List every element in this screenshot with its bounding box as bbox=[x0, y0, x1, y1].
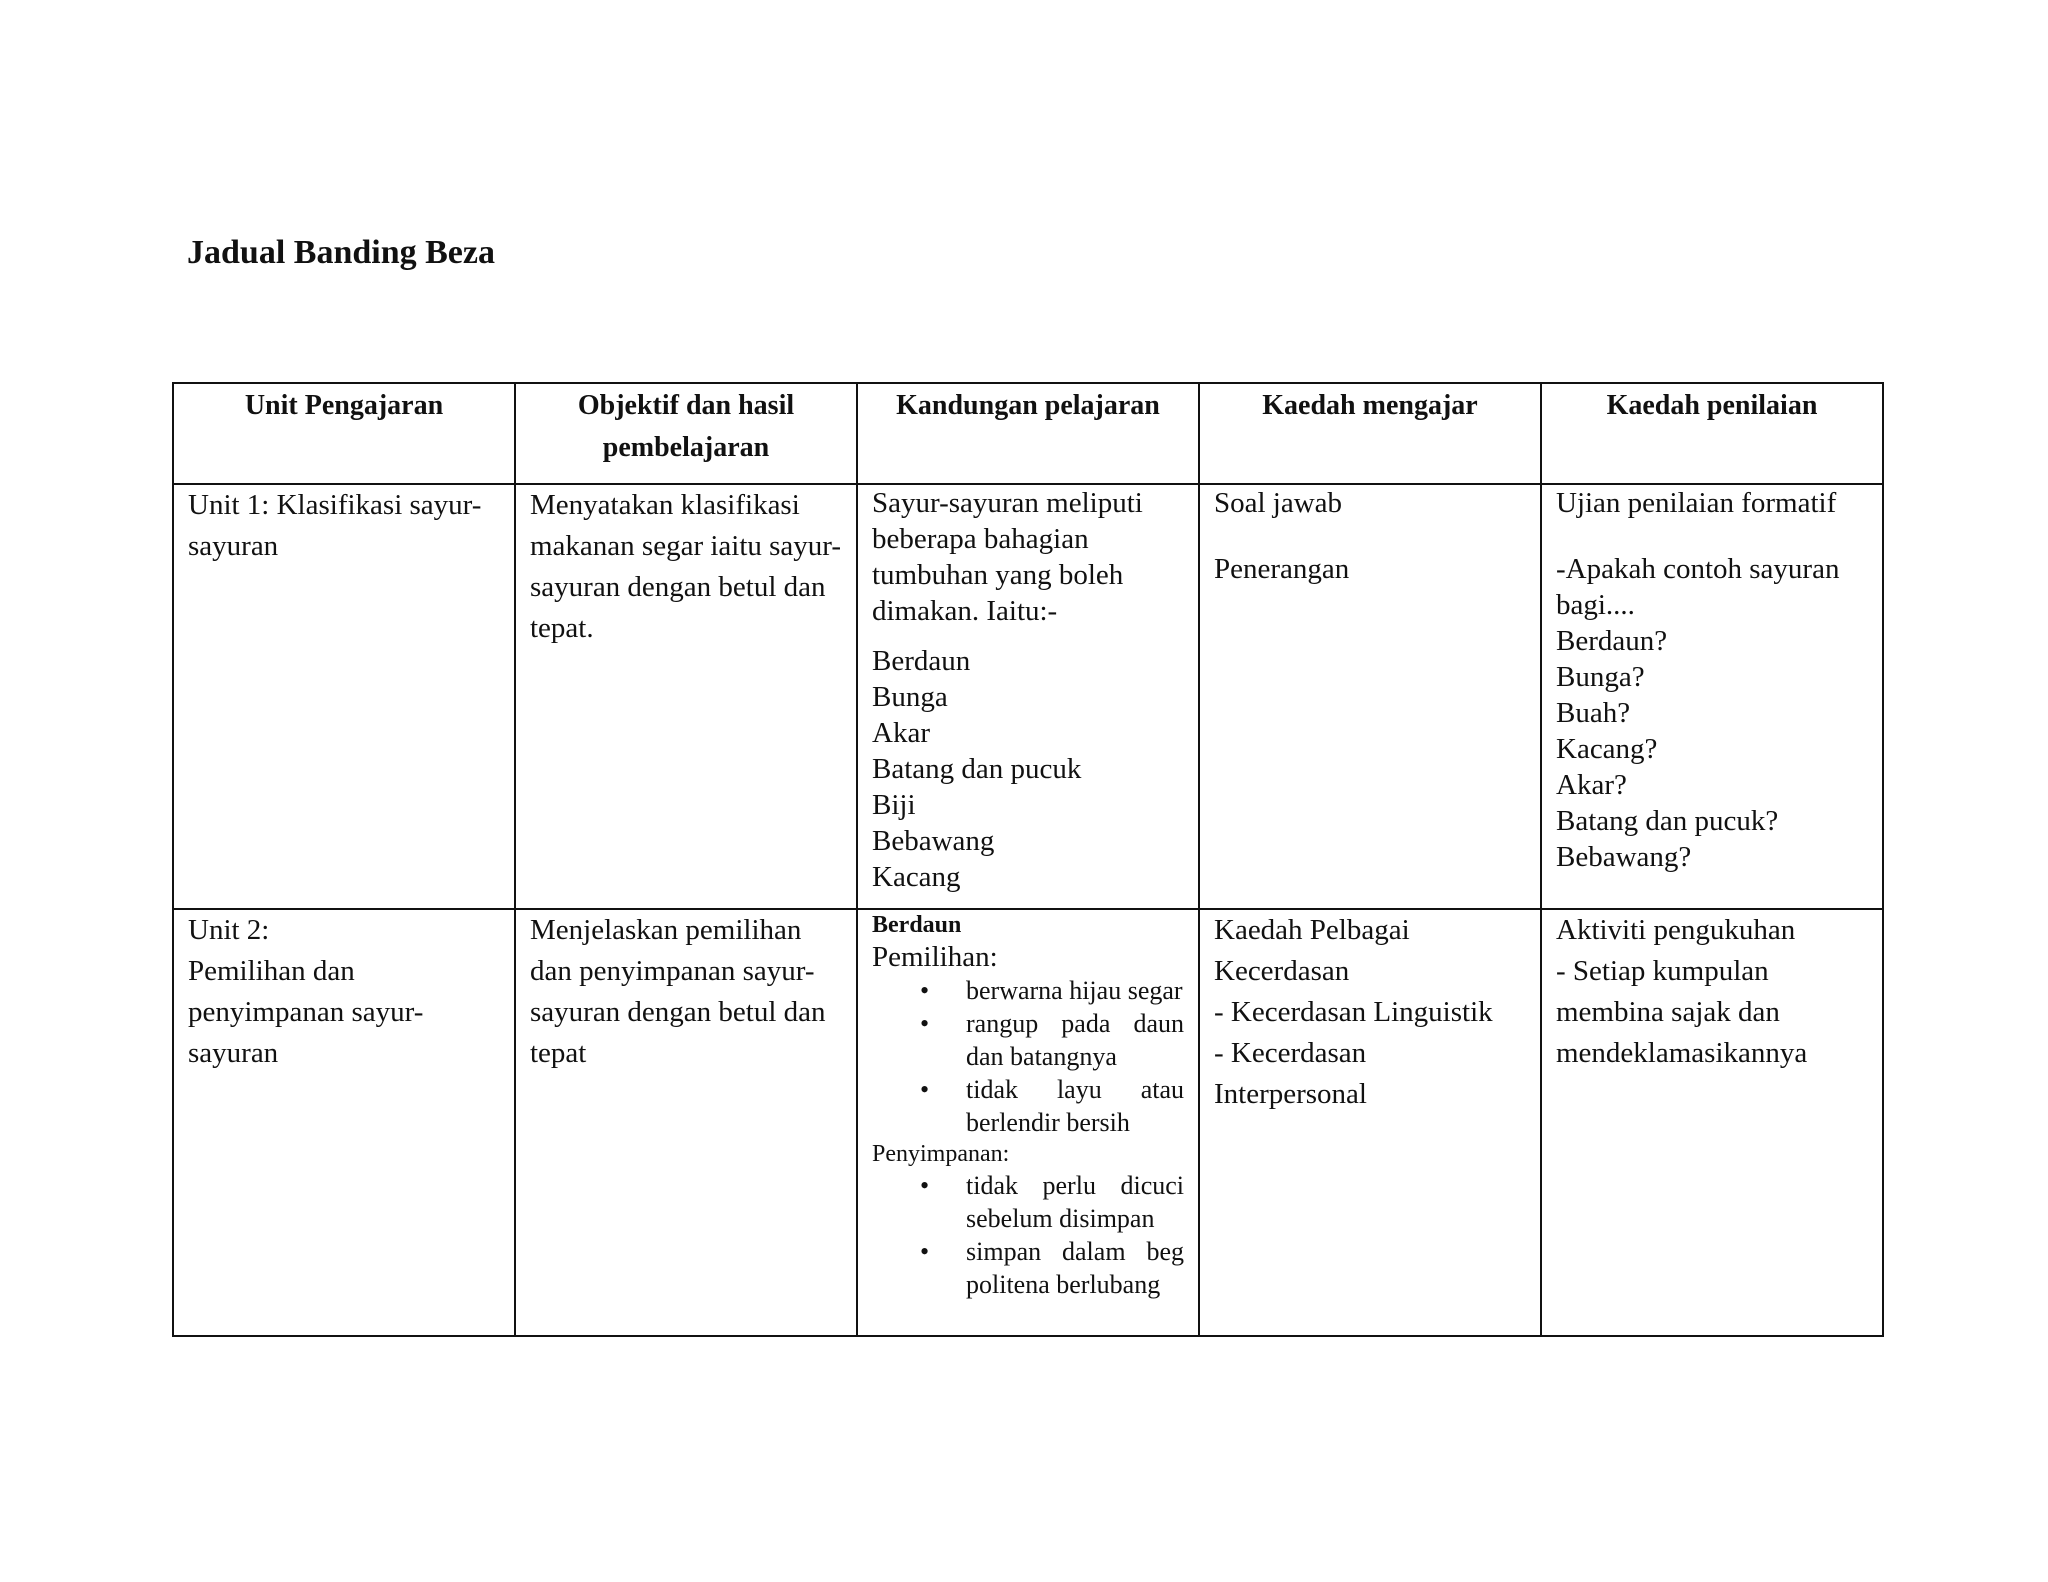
page-title: Jadual Banding Beza bbox=[187, 234, 495, 271]
header-kaedah-mengajar: Kaedah mengajar bbox=[1199, 383, 1541, 484]
penyimpanan-label: Penyimpanan: bbox=[872, 1141, 1010, 1167]
header-kaedah-penilaian: Kaedah penilaian bbox=[1541, 383, 1883, 484]
objektif-text: Menjelaskan pemilihan dan penyimpanan sayur-sayuran dengan betul dan tepat bbox=[530, 914, 826, 1069]
comparison-table bbox=[172, 382, 1884, 1337]
header-objektif: Objektif dan hasil pembelajaran bbox=[515, 383, 857, 484]
penilaian-heading: Ujian penilaian formatif bbox=[1556, 487, 1837, 519]
list-item: Berdaun bbox=[872, 645, 971, 677]
kaedah-mengajar-item: - Kecerdasan Interpersonal bbox=[1214, 1037, 1367, 1110]
list-item: Bunga bbox=[872, 681, 948, 713]
table-row bbox=[173, 484, 1883, 909]
cell-unit bbox=[173, 909, 515, 1336]
penilaian-activity: - Setiap kumpulan membina sajak dan mendeklamasikannya bbox=[1556, 955, 1808, 1069]
list-item: Akar bbox=[872, 717, 930, 749]
list-item: Akar? bbox=[1556, 769, 1627, 801]
kandungan-intro: Sayur-sayuran meliputi beberapa bahagian tumbuhan yang boleh dimakan. Iaitu:- bbox=[872, 487, 1143, 627]
list-item: • tidak perlu dicuci sebelum disimpan bbox=[920, 1171, 1184, 1233]
kaedah-mengajar-item: Penerangan bbox=[1214, 553, 1350, 585]
cell-kandungan bbox=[857, 909, 1199, 1336]
header-kandungan: Kandungan pelajaran bbox=[857, 383, 1199, 484]
kaedah-mengajar-item: Kaedah Pelbagai Kecerdasan bbox=[1214, 914, 1410, 987]
list-item: Kacang bbox=[872, 861, 961, 893]
cell-kandungan bbox=[857, 484, 1199, 909]
bullet-icon: • bbox=[920, 1237, 930, 1266]
list-item: Batang dan pucuk? bbox=[1556, 805, 1779, 837]
cell-objektif bbox=[515, 484, 857, 909]
list-item: • tidak layu atau berlendir bersih bbox=[920, 1075, 1184, 1137]
objektif-text: Menyatakan klasifikasi makanan segar iaitu sayur-sayuran dengan betul dan tepat. bbox=[530, 489, 842, 644]
list-item: Bunga? bbox=[1556, 661, 1645, 693]
unit-title: Pemilihan dan penyimpanan sayur-sayuran bbox=[188, 955, 424, 1069]
cell-kaedah-mengajar bbox=[1199, 484, 1541, 909]
list-item: Bebawang bbox=[872, 825, 995, 857]
cell-unit bbox=[173, 484, 515, 909]
list-item: Biji bbox=[872, 789, 916, 821]
penyimpanan-list bbox=[872, 1169, 1184, 1301]
pemilihan-list bbox=[872, 974, 1184, 1139]
cell-kaedah-penilaian bbox=[1541, 909, 1883, 1336]
list-item: • berwarna hijau segar bbox=[920, 976, 1183, 1005]
list-item: Batang dan pucuk bbox=[872, 753, 1082, 785]
list-item: • rangup pada daun dan batangnya bbox=[920, 1009, 1184, 1071]
table-header-row bbox=[173, 383, 1883, 484]
kaedah-mengajar-item: - Kecerdasan Linguistik bbox=[1214, 996, 1493, 1028]
penilaian-question: -Apakah contoh sayuran bagi.... bbox=[1556, 553, 1840, 621]
cell-objektif bbox=[515, 909, 857, 1336]
bullet-icon: • bbox=[920, 1009, 930, 1038]
cell-kaedah-penilaian bbox=[1541, 484, 1883, 909]
kandungan-heading: Berdaun bbox=[872, 912, 962, 938]
header-unit-pengajaran: Unit Pengajaran bbox=[173, 383, 515, 484]
penilaian-heading: Aktiviti pengukuhan bbox=[1556, 914, 1796, 946]
unit-number: Unit 2: bbox=[188, 914, 270, 946]
unit-title: Unit 1: Klasifikasi sayur-sayuran bbox=[188, 489, 482, 562]
list-item: Buah? bbox=[1556, 697, 1631, 729]
list-item: Berdaun? bbox=[1556, 625, 1668, 657]
bullet-icon: • bbox=[920, 1075, 930, 1104]
list-item: Bebawang? bbox=[1556, 841, 1692, 873]
bullet-icon: • bbox=[920, 1171, 930, 1200]
cell-kaedah-mengajar bbox=[1199, 909, 1541, 1336]
list-item: • simpan dalam beg politena berlubang bbox=[920, 1237, 1184, 1299]
table-row bbox=[173, 909, 1883, 1336]
pemilihan-label: Pemilihan: bbox=[872, 941, 998, 973]
list-item: Kacang? bbox=[1556, 733, 1658, 765]
kaedah-mengajar-item: Soal jawab bbox=[1214, 487, 1343, 519]
bullet-icon: • bbox=[920, 976, 930, 1005]
